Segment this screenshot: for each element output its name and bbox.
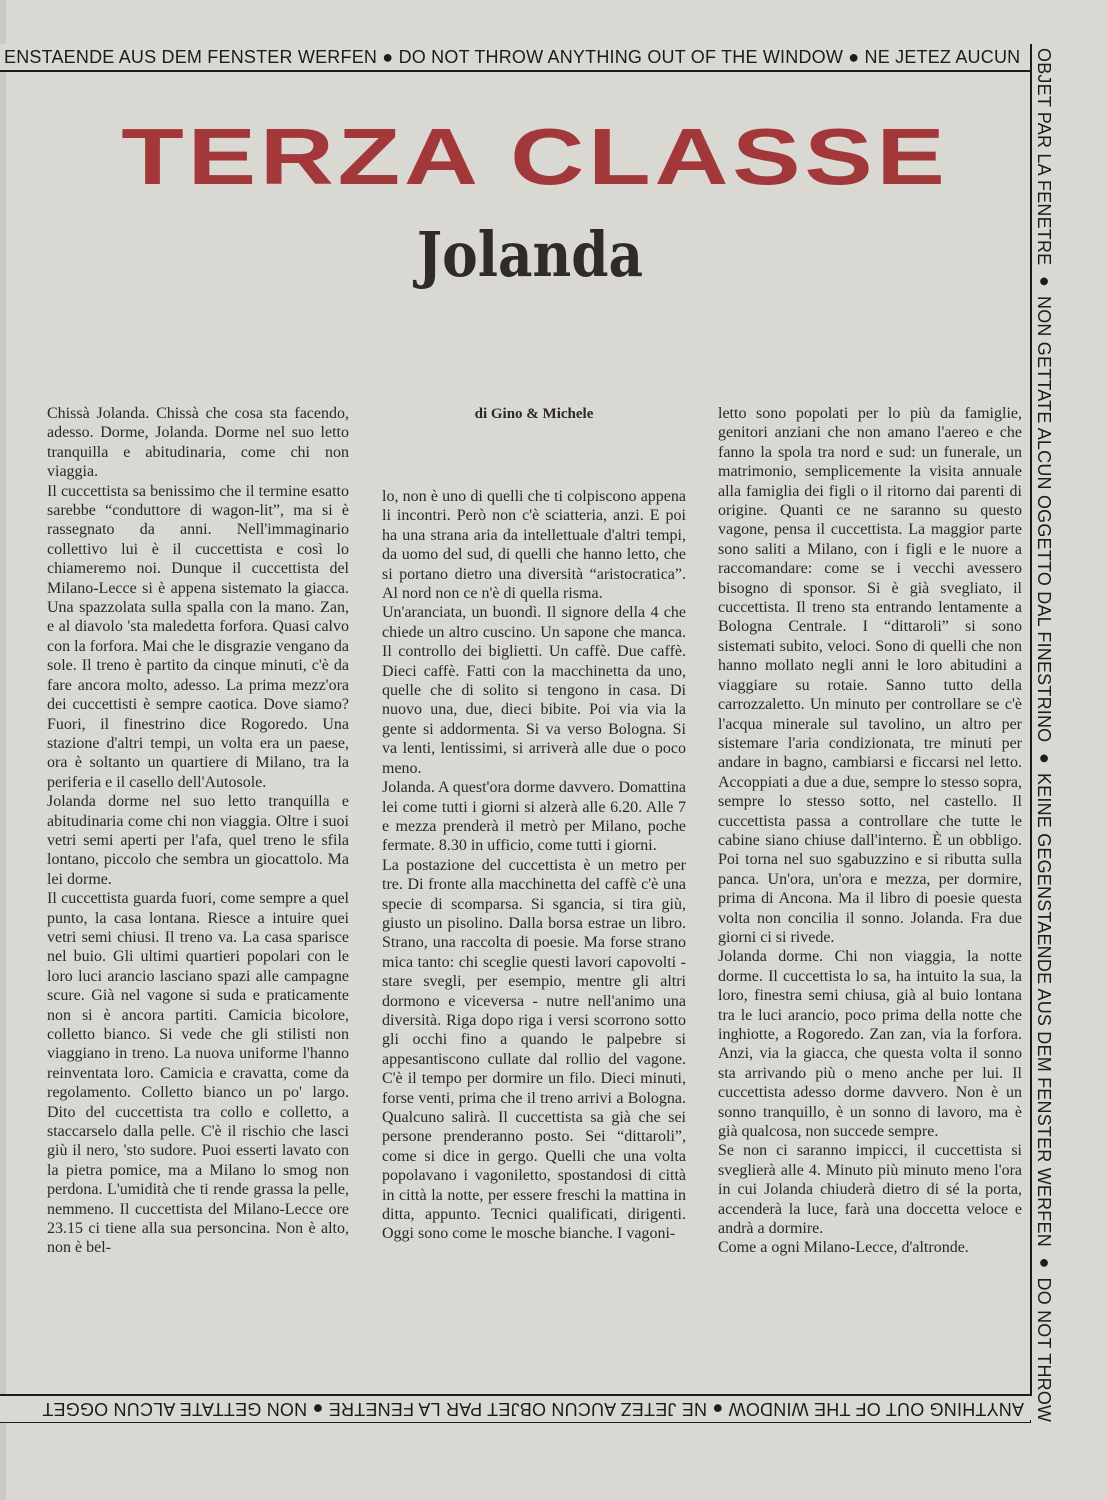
warning-band-bottom: ANYTHING OUT OF THE WINDOW ● NE JETEZ AUCUN OBJET PAR LA FENETRE ● NON GETTATE ALCUN OGGET (0, 1396, 1030, 1422)
paragraph: Il cuccettista sa benissimo che il termine esatto sarebbe “conduttore di wagon-lit”, ma si è rassegnato da anni. Nell'immaginario collettivo lui è il cuccettista e così lo chiameremo noi. Dunque il cuccettista del Milano-Lecce si è appena sistemato la giacca. Una spazzolata sulla spalla con la mano. Zan, e al diavolo 'sta maledetta forfora. Quasi calvo con la forfora. Mai che le disgrazie vengano da sole. Il treno è partito da cinque minuti, c'è da fare ancora molto, adesso. La prima mezz'ora dei cuccettisti è sempre caotica. Dove siamo? Fuori, il finestrino dice Rogoredo. Una stazione d'altri tempi, un volta era un paese, ora è soltanto un quartiere di Milano, tra la periferia e il casello dell'Autosole. (47, 482, 349, 791)
text-column-1 (47, 404, 349, 1258)
text-column-3 (718, 404, 1022, 1258)
warning-band-right: OBJET PAR LA FENETRE ● NON GETTATE ALCUN OGGETTO DAL FINESTRINO ● KEINE GEGENSTAENDE AUS DEM FENSTER WERFEN ● DO NOT THROW (1031, 44, 1057, 1428)
band-rule-bottom (0, 1394, 1030, 1396)
text-column-2 (382, 404, 686, 1244)
paragraph: Jolanda dorme nel suo letto tranquilla e abitudinaria come chi non viaggia. Oltre i suoi vetri semi aperti per l'afa, quel treno le sfila lontano, piccolo che sembra un giocattolo. Ma lei dorme. (47, 793, 349, 888)
paragraph: lo, non è uno di quelli che ti colpiscono appena li incontri. Però non c'è sciatteria, anzi. E poi ha una strana aria da intellettuale d'altri tempi, da uomo del sud, di quelli che hanno letto, che si portano dietro una diversità “aristocratica”. Al nord non ce n'è di quella risma. (382, 488, 686, 603)
paragraph: Jolanda. A quest'ora dorme davvero. Domattina lei come tutti i giorni si alzerà alle 6.20. Alle 7 e mezza prenderà il metrò per Milano, poche fermate. 8.30 in ufficio, come tutti i giorni. (382, 779, 686, 855)
paragraph: Come a ogni Milano-Lecce, d'altronde. (718, 1239, 969, 1257)
article-title: Jolanda (416, 218, 644, 291)
paragraph: Se non ci saranno impicci, il cuccettista si sveglierà alle 4. Minuto più minuto meno l'ora in cui Jolanda chiuderà dietro di sé la porta, accenderà la luce, farà una doccetta veloce e andrà a dormire. (718, 1142, 1022, 1238)
section-title: TERZA CLASSE (121, 112, 949, 201)
byline-spacer (382, 404, 686, 487)
paragraph: Il cuccettista guarda fuori, come sempre a quel punto, la casa lontana. Riesce a intuire quei vetri semi chiusi. Il treno va. La casa sparisce nel buio. Gli ultimi quartieri popolari con le loro luci arancio lasciano spazi alle campagne scure. Già nel vagone si suda e praticamente non si è ancora partiti. Camicia bicolore, colletto bianco. Si vede che gli stilisti non viaggiano in treno. La nuova uniforme l'hanno reinventata loro. Camicia e cravatta, come da regolamento. Colletto bianco un po' largo. Dito del cuccettista tra collo e colletto, a staccarselo dalla pelle. C'è il rischio che lasci giù il nero, 'sto sudore. Puoi esserti lavato con la pietra pomice, ma a Milano lo smog non perdona. L'umidità che ti rende grassa la pelle, nemmeno. Il cuccettista del Milano-Lecce ore 23.15 ci tiene alla sua personcina. Non è alto, non è bel- (47, 890, 349, 1257)
byline: di Gino & Michele (474, 406, 594, 422)
paragraph: La postazione del cuccettista è un metro per tre. Di fronte alla macchinetta del caffè c'è una specie di scomparsa. Si sgancia, si tira giù, giusto un pisolino. Dalla borsa estrae un libro. Strano, una raccolta di poesie. Ma forse strano mica tanto: chi sceglie questi lavori capovolti - stare svegli, per esempio, mentre gli altri dormono e viceversa - nutre nell'animo una diversità. Riga dopo riga i versi scorrono sotto gli occhi fino a quando le palpebre si appesantiscono cullate dal rollio del vagone. C'è il tempo per dormire un filo. Dieci minuti, forse venti, prima che il treno arrivi a Bologna. Qualcuno salirà. Il cuccettista sa già che sei persone prenderanno posto. Sei “dittaroli”, come si dice in gergo. Quelli che una volta popolavano i vagoniletto, spostandosi di città in città la notte, per essere freschi la mattina in ditta, appunto. Tecnici qualificati, dirigenti. Oggi sono come le mosche bianche. I vagoni- (382, 856, 686, 1243)
paragraph: Chissà Jolanda. Chissà che cosa sta facendo, adesso. Dorme, Jolanda. Dorme nel suo letto tranquilla e abitudinaria, come chi non viaggia. (47, 405, 349, 481)
warning-band-top: ENSTAENDE AUS DEM FENSTER WERFEN ● DO NOT THROW ANYTHING OUT OF THE WINDOW ● NE JETEZ AUCUN (0, 44, 1034, 70)
paragraph: Jolanda dorme. Chi non viaggia, la notte dorme. Il cuccettista lo sa, ha intuito la sua, la loro, finestra semi chiusa, già al buio lontana tra le luci arancio, poco prima della notte che inghiotte, a Rogoredo. Zan zan, via la forfora. Anzi, via la giacca, che questa volta il sonno sta arrivando più o meno anche per lui. Il cuccettista adesso dorme davvero. Non è un sonno tranquillo, è un sonno di lavoro, ma è già qualcosa, non succede sempre. (718, 948, 1022, 1141)
paragraph: letto sono popolati per lo più da famiglie, genitori anziani che non amano l'aereo e che fanno la spola tra nord e sud: un funerale, un matrimonio, semplicemente la visita annuale alla famiglia dei figli o il ritorno dai parenti di origine. Quanti ce ne saranno su questo vagone, pensa il cuccettista. La maggior parte sono saliti a Milano, con i figli e le nuore a raccomandare: come se i vecchi avessero bisogno di sponsor. Si è già svegliato, il cuccettista. Il treno sta entrando lentamente a Bologna Centrale. I “dittaroli” si sono sistemati subito, veloci. Sono di quelli che non hanno mollato negli anni le loro abitudini a viaggiare su rotaie. Sanno tutto della carrozzaletto. Un minuto per controllare se c'è l'acqua minerale sul tavolino, un altro per sistemare l'aria condizionata, tre minuti per andare in bagno, cambiarsi e ficcarsi nel letto. Accoppiati a due a due, sempre lo stesso sopra, sempre lo stesso sotto, nel castello. Il cuccettista passa a controllare che tutte le cabine siano chiuse dall'interno. È un obbligo. Poi torna nel suo sgabuzzino e si ributta sulla panca. Un'ora, un'ora e mezza, per dormire, prima di Ancona. Ma il libro di poesie questa volta non concilia il sonno. Jolanda. Fra due giorni ci si rivede. (718, 405, 1022, 946)
paragraph: Un'aranciata, un buondì. Il signore della 4 che chiede un altro cuscino. Un sapone che manca. Il controllo dei biglietti. Un caffè. Due caffè. Dieci caffè. Fatti con la macchinetta da uno, quelle che di solito si tengono in casa. Di nuovo una, due, dieci bibite. Poi via via la gente si addormenta. Si va verso Bologna. Si va lenti, lentissimi, si arriverà alle due o poco meno. (382, 604, 686, 777)
band-rule-top (0, 70, 1030, 72)
band-rule-right (1030, 44, 1032, 1396)
